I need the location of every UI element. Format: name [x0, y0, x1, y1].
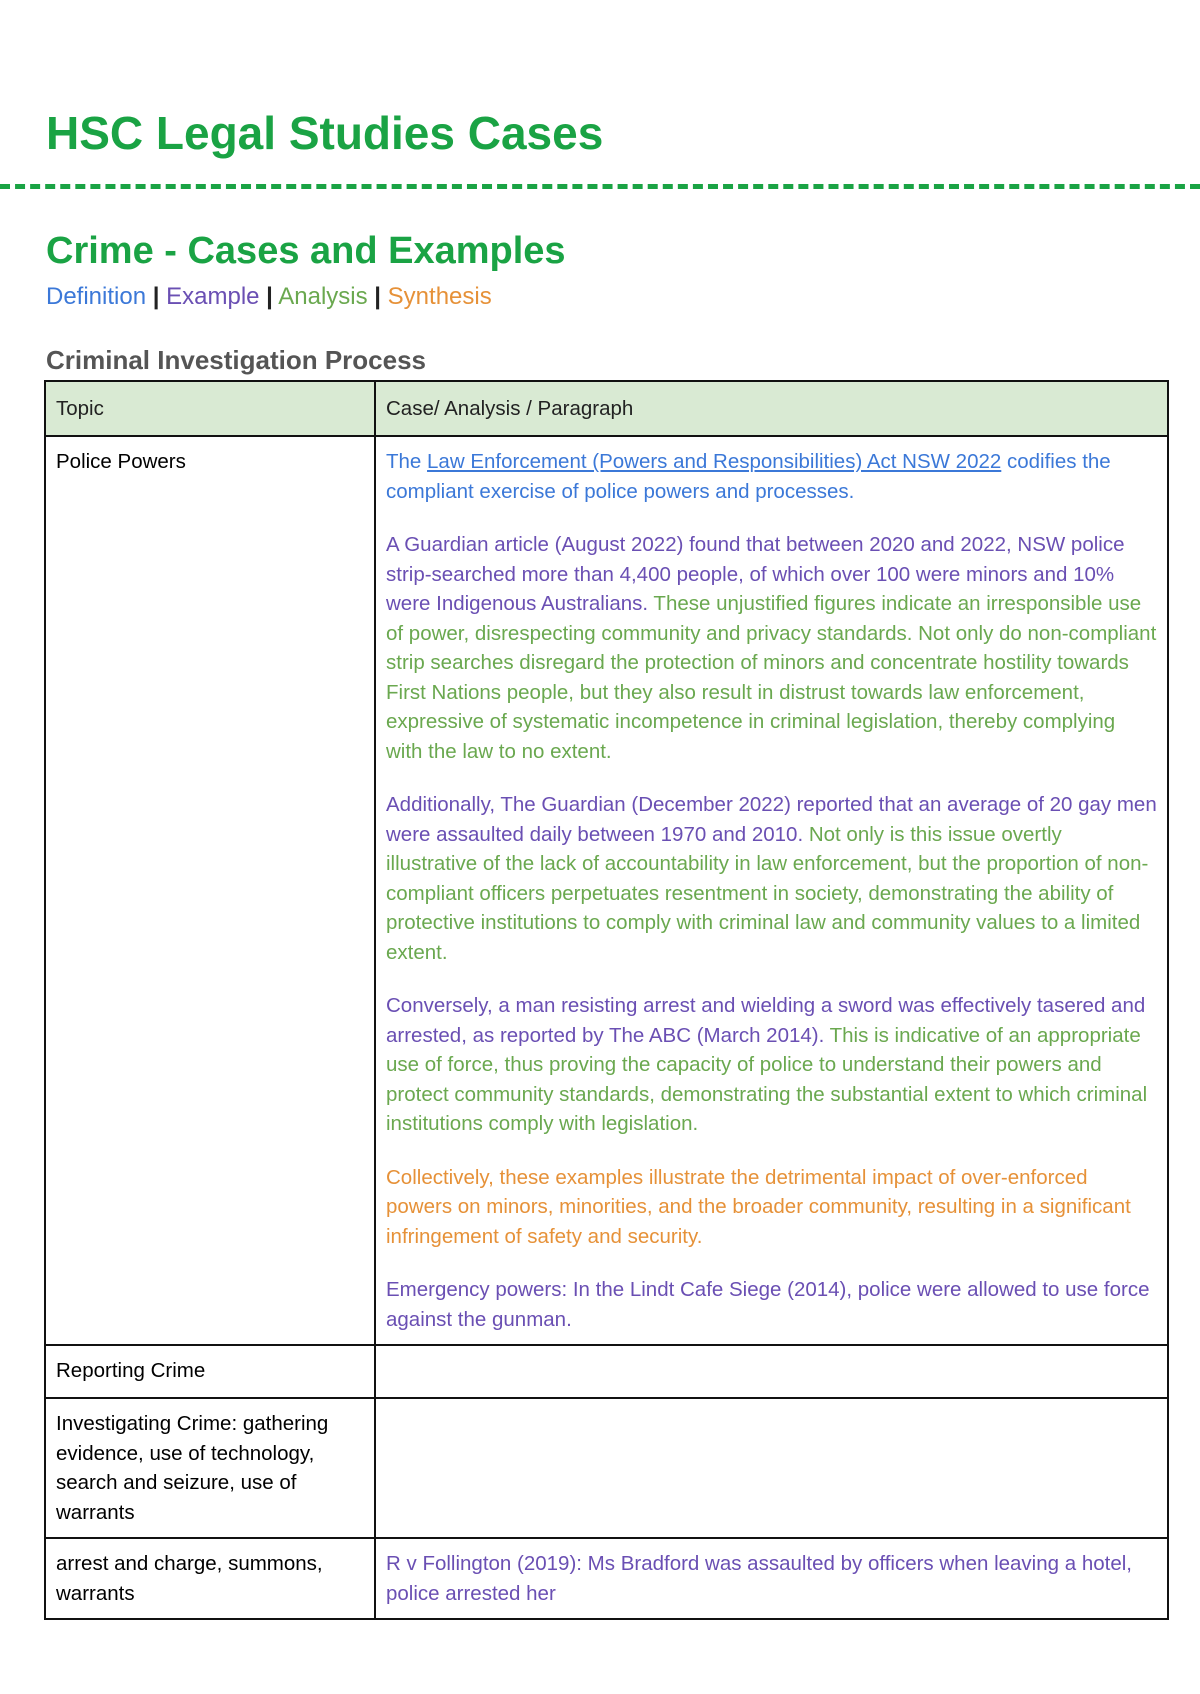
law-enforcement-act-link[interactable]: Law Enforcement (Powers and Responsibilities) Act NSW 2022 — [427, 450, 1002, 473]
cases-table — [44, 380, 1169, 1620]
topic-cell: arrest and charge, summons, warrants — [45, 1538, 375, 1619]
header-topic: Topic — [45, 381, 375, 436]
example-text: Emergency powers: In the Lindt Cafe Siege (2014), police were allowed to use force against the gunman. — [386, 1278, 1150, 1331]
example-text: Additionally, The Guardian (December 2022) reported that an average of 20 gay men were assaulted daily between 1970 and 2010. — [386, 793, 1157, 846]
table-row — [45, 1538, 1168, 1619]
legend-separator: | — [266, 283, 273, 310]
color-legend — [46, 283, 492, 312]
legend-separator: | — [374, 283, 381, 310]
paragraph-emergency-powers — [386, 1275, 1157, 1334]
paragraph-strip-search — [386, 530, 1157, 766]
text: The — [386, 450, 428, 473]
document-title: HSC Legal Studies Cases — [46, 107, 604, 159]
paragraph-synthesis — [386, 1163, 1157, 1252]
legend-separator: | — [152, 283, 160, 310]
paragraph-definition — [386, 447, 1157, 506]
analysis-text: Not only is this issue overtly illustrative of the lack of accountability in law enforcement, but the proportion of non-compliant officers perpetuates resentment in society, demonstrating the ability of protective institutions to comply with criminal law and community values to a limited extent. — [386, 822, 1149, 964]
content-cell — [375, 1398, 1168, 1538]
synthesis-text: Collectively, these examples illustrate the detrimental impact of over-enforced powers on minors, minorities, and the broader community, resulting in a significant infringement of safety and security. — [386, 1165, 1131, 1248]
topic-cell: Investigating Crime: gathering evidence, use of technology, search and seizure, use of warrants — [45, 1398, 375, 1538]
analysis-text: This is indicative of an appropriate use of force, thus proving the capacity of police to understand their powers and protect community standards, demonstrating the substantial extent to which criminal institutions comply with legislation. — [386, 1023, 1148, 1135]
legend-example: Example — [166, 283, 260, 310]
topic-cell: Reporting Crime — [45, 1345, 375, 1398]
example-text: A Guardian article (August 2022) found that between 2020 and 2022, NSW police strip-searched more than 4,400 people, of which over 100 were minors and 10% were Indigenous Australians. — [386, 533, 1125, 615]
legend-definition: Definition — [46, 283, 147, 310]
paragraph-taser — [386, 991, 1157, 1139]
legend-analysis: Analysis — [278, 283, 368, 310]
table-row — [45, 436, 1168, 1345]
analysis-text: These unjustified figures indicate an irresponsible use of power, disrespecting community and privacy standards. Not only do non-compliant strip searches disregard the protection of minors and concentrate hostility towards First Nations people, but they also result in distrust towards law enforcement, expressive of systematic incompetence in criminal legislation, thereby complying with the law to no extent. — [386, 592, 1157, 763]
content-cell: R v Follington (2019): Ms Bradford was assaulted by officers when leaving a hotel, police arrested her — [375, 1538, 1168, 1619]
table-row — [45, 1398, 1168, 1538]
topic-cell: Police Powers — [45, 436, 375, 1345]
section-title: Crime - Cases and Examples — [46, 230, 566, 272]
content-cell — [375, 436, 1168, 1345]
legend-synthesis: Synthesis — [387, 283, 492, 310]
text: codifies the compliant exercise of police powers and processes. — [386, 450, 1111, 503]
header-content: Case/ Analysis / Paragraph — [375, 381, 1168, 436]
content-cell — [375, 1345, 1168, 1398]
subheading: Criminal Investigation Process — [46, 345, 427, 375]
example-text: Conversely, a man resisting arrest and wielding a sword was effectively tasered and arrested, as reported by The ABC (March 2014). — [386, 994, 1146, 1047]
dashed-divider — [0, 184, 1200, 189]
table-row — [45, 1345, 1168, 1398]
table-header-row — [45, 381, 1168, 436]
paragraph-assaults — [386, 790, 1157, 967]
